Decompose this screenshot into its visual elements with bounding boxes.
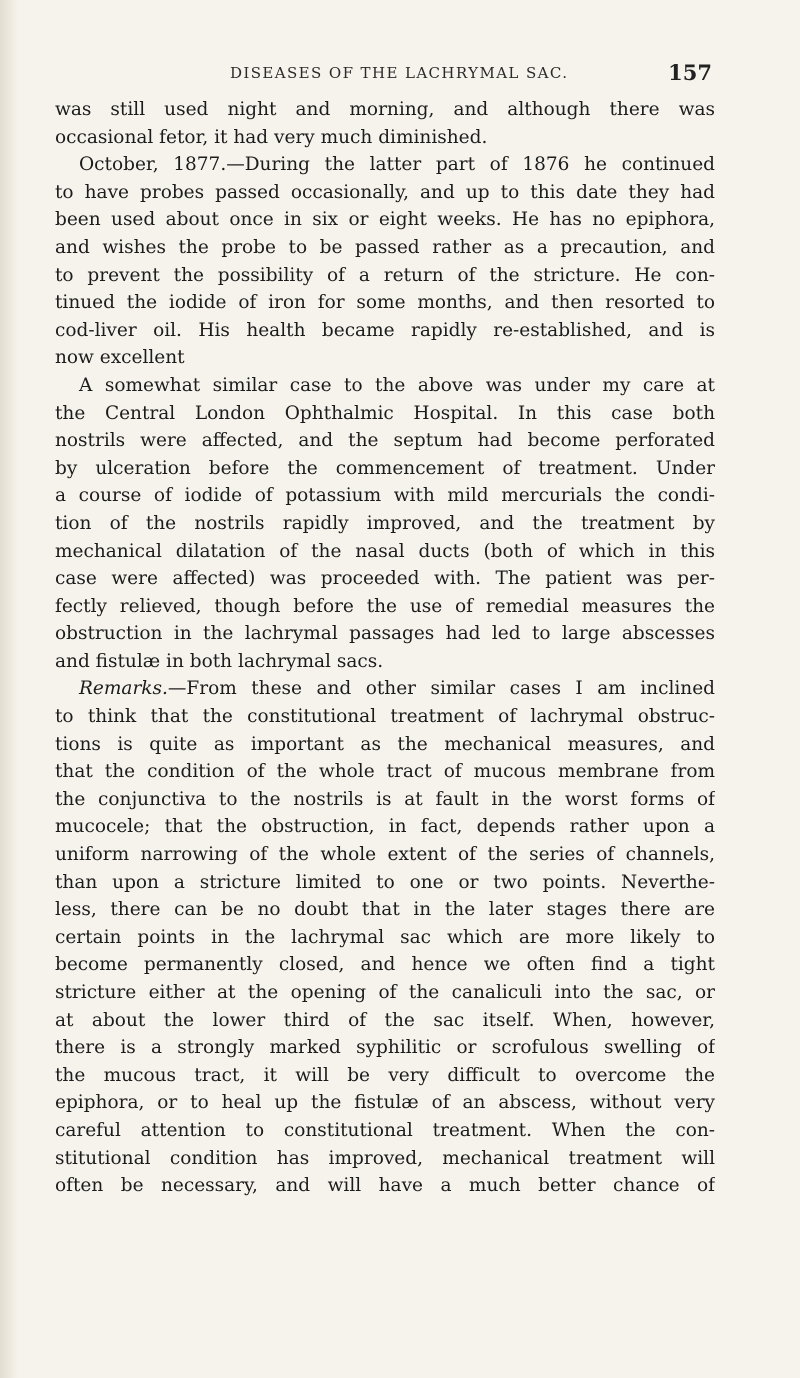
text-line: tinued the iodide of iron for some months, and then resorted to (55, 292, 715, 314)
text-line: now excellent (55, 347, 185, 369)
text-line: that the condition of the whole tract of mucous membrane from (55, 761, 715, 783)
text-line: uniform narrowing of the whole extent of the series of channels, (55, 844, 715, 866)
text-line: stitutional condition has improved, mechanical treatment will (55, 1147, 715, 1169)
text-line: tions is quite as important as the mechanical measures, and (55, 733, 715, 755)
text-line: the mucous tract, it will be very difficult to overcome the (55, 1064, 715, 1086)
text-line: become permanently closed, and hence we often find a tight (55, 954, 715, 976)
page-edge-shadow (0, 0, 18, 1378)
text-line: been used about once in six or eight weeks. He has no epiphora, (55, 209, 715, 231)
text-line: cod-liver oil. His health became rapidly re-established, and is (55, 319, 715, 341)
page-header (122, 60, 712, 88)
text-line: stricture either at the opening of the canaliculi into the sac, or (55, 982, 715, 1003)
text-line: and wishes the probe to be passed rather as a precaution, and (55, 236, 715, 258)
text-line: often be necessary, and will have a much better chance of (55, 1175, 715, 1197)
text-line: October, 1877.—During the latter part of 1876 he continued (79, 154, 715, 176)
text-line: occasional fetor, it had very much diminished. (55, 126, 488, 148)
text-line: there is a strongly marked syphilitic or scrofulous swelling of (55, 1037, 715, 1059)
text-line: to prevent the possibility of a return of the stricture. He con- (55, 264, 715, 286)
text-line: Remarks.—From these and other similar cases I am inclined (79, 678, 715, 700)
text-line: A somewhat similar case to the above was under my care at (79, 374, 715, 396)
text-line: careful attention to constitutional treatment. When the con- (55, 1119, 715, 1141)
text-line: epiphora, or to heal up the fistulæ of an abscess, without very (55, 1092, 715, 1114)
text-line: less, there can be no doubt that in the later stages there are (55, 899, 715, 921)
text-line: certain points in the lachrymal sac which are more likely to (55, 926, 715, 948)
text-line: to think that the constitutional treatment of lachrymal obstruc- (55, 706, 715, 728)
running-head: DISEASES OF THE LACHRYMAL SAC. (230, 64, 569, 82)
text-line: was still used night and morning, and although there was (55, 99, 715, 120)
text-line: the Central London Ophthalmic Hospital. In this case both (55, 402, 715, 424)
text-line: the conjunctiva to the nostrils is at fault in the worst forms of (55, 788, 715, 810)
text-line: to have probes passed occasionally, and up to this date they had (55, 181, 715, 203)
text-line: than upon a stricture limited to one or two points. Neverthe- (55, 871, 715, 893)
text-line: mechanical dilatation of the nasal ducts (both of which in this (55, 540, 715, 562)
remarks-heading: Remarks. (79, 678, 168, 700)
text-line: case were affected) was proceeded with. The patient was per- (55, 568, 715, 590)
body-text (55, 96, 715, 1200)
text-line: mucocele; that the obstruction, in fact, depends rather upon a (55, 816, 715, 838)
text-line: a course of iodide of potassium with mild mercurials the condi- (55, 485, 715, 507)
text-line: and fistulæ in both lachrymal sacs. (55, 650, 384, 672)
text-line: tion of the nostrils rapidly improved, and the treatment by (55, 512, 715, 534)
text-line: obstruction in the lachrymal passages had led to large abscesses (55, 623, 715, 645)
text-line: at about the lower third of the sac itself. When, however, (55, 1009, 715, 1031)
text-line: fectly relieved, though before the use of remedial measures the (55, 595, 715, 617)
text-line: nostrils were affected, and the septum had become perforated (55, 430, 715, 452)
page-number: 157 (668, 60, 712, 85)
text-line: by ulceration before the commencement of treatment. Under (55, 457, 715, 479)
